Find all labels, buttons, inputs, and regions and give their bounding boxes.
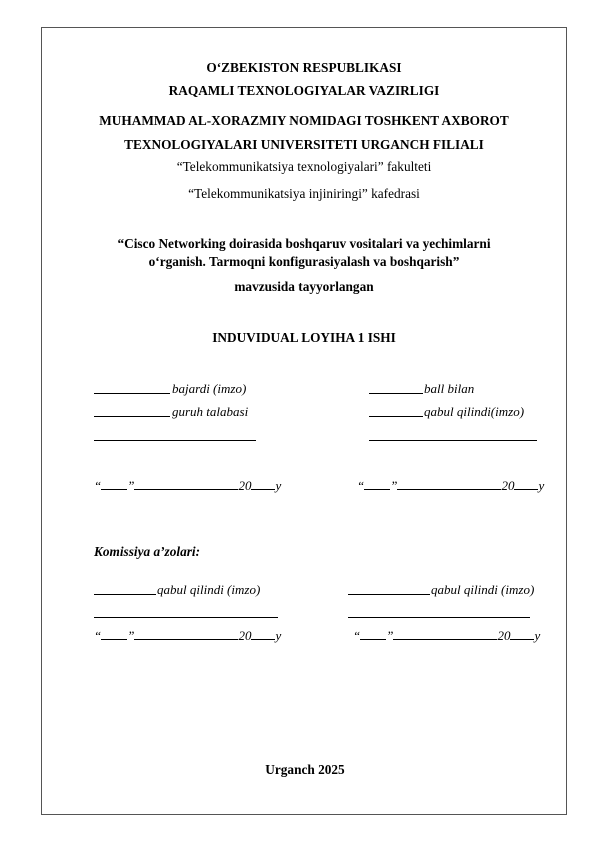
signature-line — [94, 594, 156, 595]
work-title: INDUVIDUAL LOYIHA 1 ISHI — [212, 330, 396, 345]
accepted-signature-label: qabul qilindi(imzo) — [424, 404, 525, 419]
signature-line — [94, 393, 170, 394]
topic-line2: o‘rganish. Tarmoqni konfigurasiyalash va boshqarish” — [148, 254, 460, 269]
signature-line — [94, 416, 170, 417]
header-department: “Telekommunikatsiya injiniringi” kafedrasi — [188, 186, 420, 201]
header-faculty: “Telekommunikatsiya texnologiyalari” fakulteti — [176, 159, 432, 174]
header-republic: O‘ZBEKISTON RESPUBLIKASI — [206, 60, 402, 75]
name-line — [348, 617, 530, 618]
commission-date-right: “ ” 20 y — [353, 628, 541, 643]
commission-left-signature-label: qabul qilindi (imzo) — [157, 582, 261, 597]
header-ministry: RAQAMLI TEXNOLOGIYALAR VAZIRLIGI — [168, 83, 440, 98]
topic-line1: “Cisco Networking doirasida boshqaruv vositalari va yechimlarni — [117, 236, 491, 251]
group-student-label: guruh talabasi — [172, 404, 249, 419]
name-line — [94, 617, 278, 618]
header-university-line2: TEXNOLOGIYALARI UNIVERSITETI URGANCH FILIALI — [124, 137, 484, 152]
score-label: ball bilan — [424, 381, 475, 396]
date-field-right: “ ” 20 y — [357, 478, 545, 493]
score-line — [369, 393, 423, 394]
commission-right-signature-label: qabul qilindi (imzo) — [431, 582, 535, 597]
signature-line — [369, 416, 423, 417]
commission-title: Komissiya a’zolari: — [94, 544, 201, 559]
header-university-line1: MUHAMMAD AL-XORAZMIY NOMIDAGI TOSHKENT AXBOROT — [99, 113, 509, 128]
footer-city-year: Urganch 2025 — [265, 762, 345, 777]
name-line — [369, 440, 537, 441]
topic-line3: mavzusida tayyorlangan — [234, 279, 374, 294]
name-line — [94, 440, 256, 441]
date-field-left: “ ” 20 y — [94, 478, 282, 493]
commission-date-left: “ ” 20 y — [94, 628, 282, 643]
performer-signature-label: bajardi (imzo) — [172, 381, 247, 396]
signature-line — [348, 594, 430, 595]
